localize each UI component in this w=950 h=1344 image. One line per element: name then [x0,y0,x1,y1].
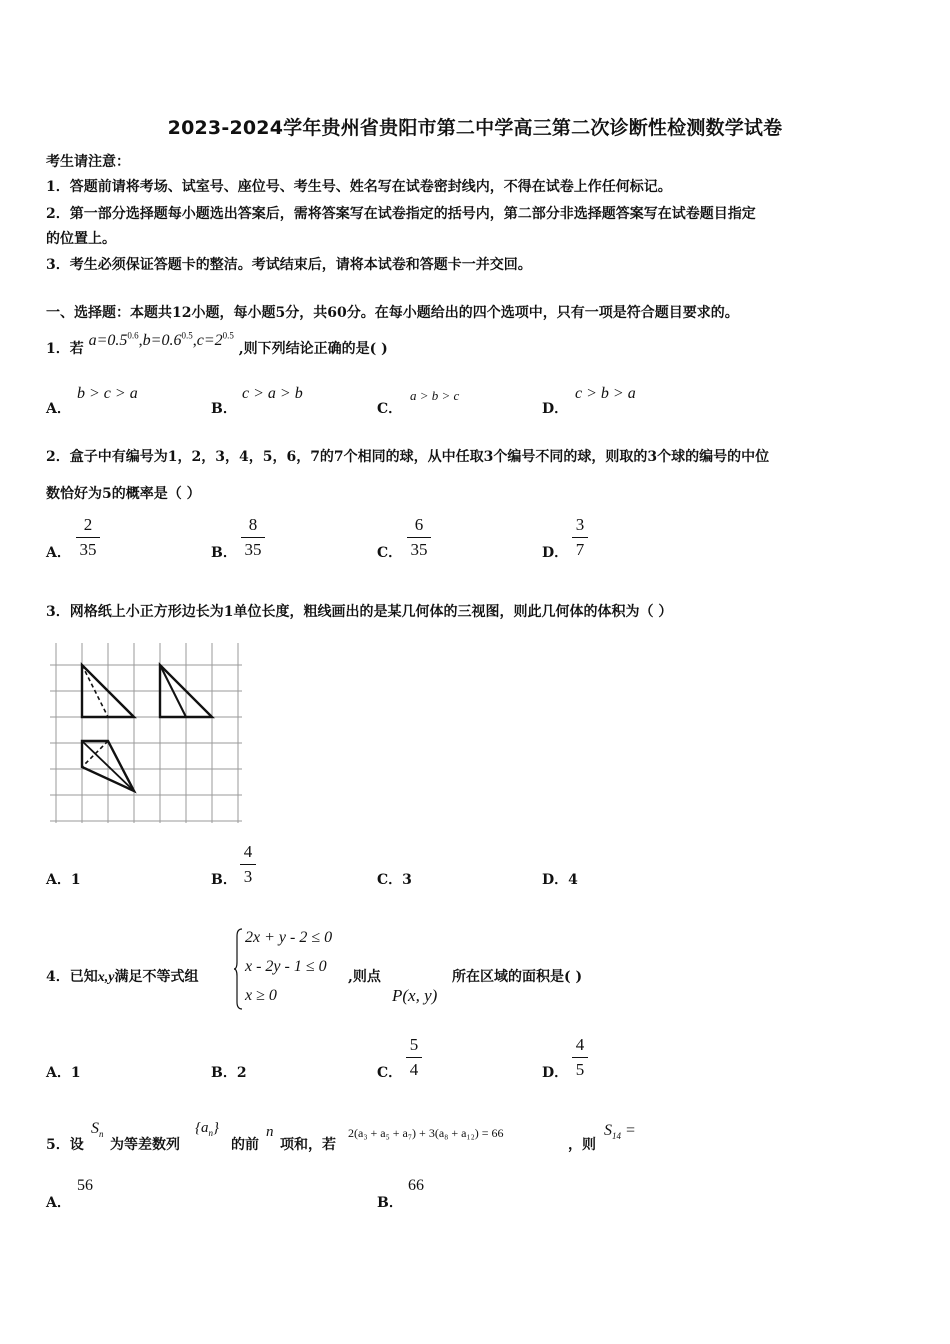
q1-option-b[interactable]: B． [211,401,237,417]
question-4-prefix: 4．已知x,y满足不等式组 [46,969,199,985]
q2-option-c-fraction: 6 35 [407,515,431,560]
q2-option-b[interactable]: B． [211,545,237,561]
notice-item-2-cont: 的位置上。 [46,231,116,247]
question-3: 3．网格纸上小正方形边长为1单位长度，粗线画出的是某几何体的三视图，则此几何体的体积为（ ） [46,604,673,620]
q5-option-a-text: 56 [77,1177,93,1194]
q5-text-5: ，则 [568,1137,596,1153]
question-2-line-2: 数恰好为5的概率是（ ） [46,486,201,502]
q3-option-b[interactable]: B． [211,872,237,888]
q1-option-c[interactable]: C． [377,401,403,417]
inequality-3: x ≥ 0 [245,987,277,1004]
q4-tail: 所在区域的面积是( ) [452,969,583,985]
q5-an: $\{a_n\}$ [195,1120,219,1138]
q5-condition: 2(a₃ + a₅ + a₇) + 3(a₈ + a₁₂) = 66 [348,1126,504,1140]
q2-option-b-fraction: 8 35 [241,515,265,560]
q5-prefix: 5．设 [46,1137,84,1153]
q5-sn: $S_n$ [91,1120,104,1140]
q4-option-c-fraction: 5 4 [406,1035,422,1080]
q4-option-c[interactable]: C． [377,1065,403,1081]
section-heading: 一、选择题：本题共12小题，每小题5分，共60分。在每小题给出的四个选项中，只有一项是符合题目要求的。 [46,305,739,321]
point-p: P(x, y) [392,986,438,1005]
q4-option-d[interactable]: D． [542,1065,569,1081]
q1-tail: ,则下列结论正确的是( ) [238,341,388,357]
q5-option-a[interactable]: A． [46,1195,71,1211]
q1-option-a-text: b > c > a [77,385,138,402]
notice-item-2: 2．第一部分选择题每小题选出答案后，需将答案写在试卷指定的括号内，第二部分非选择题答案写在试卷题目指定 [46,206,756,222]
q5-s14: $S_{14}$ = [604,1122,636,1142]
q1-option-d[interactable]: D． [542,401,569,417]
q2-option-a[interactable]: A． [46,545,71,561]
q1-option-c-text: a > b > c [410,388,460,403]
q2-option-d-fraction: 3 7 [572,515,588,560]
q2-option-c[interactable]: C． [377,545,403,561]
system-brace [233,928,243,1010]
q5-text-4: 项和，若 [280,1137,336,1153]
q3-option-c[interactable]: C．3 [377,872,412,888]
q4-then: ,则点 [348,969,381,985]
q5-text-3: 的前 [231,1137,259,1153]
q5-option-b[interactable]: B． [377,1195,403,1211]
question-2-line-1: 2．盒子中有编号为1，2，3，4，5，6，7的7个相同的球，从中任取3个编号不同的球，则取的3个球的编号的中位 [46,449,770,465]
q1-a-expr: $a=0.5^{0.6},b=0.6^{0.5},c=2^{0.5}$ [88,330,234,349]
notice-item-3: 3．考生必须保证答题卡的整洁。考试结束后，请将本试卷和答题卡一并交回。 [46,257,532,273]
notice-item-1: 1．答题前请将考场、试室号、座位号、考生号、姓名写在试卷密封线内，不得在试卷上作任何标记。 [46,179,672,195]
exam-title: 2023-2024学年贵州省贵阳市第二中学高三第二次诊断性检测数学试卷 [167,117,783,139]
q2-option-d[interactable]: D． [542,545,569,561]
q1-number: 1．若 [46,341,84,357]
q3-option-a[interactable]: A．1 [46,872,81,888]
q3-option-d[interactable]: D．4 [542,872,578,888]
q4-option-b[interactable]: B．2 [211,1065,247,1081]
notice-heading: 考生请注意： [46,154,130,170]
q3-option-b-fraction: 4 3 [240,842,256,887]
q4-option-a[interactable]: A．1 [46,1065,81,1081]
q2-option-a-fraction: 2 35 [76,515,100,560]
q4-option-d-fraction: 4 5 [572,1035,588,1080]
q1-option-a[interactable]: A． [46,401,71,417]
q5-option-b-text: 66 [408,1177,424,1194]
q5-text-2: 为等差数列 [110,1137,180,1153]
grid-lines [50,643,242,823]
q1-option-b-text: c > a > b [242,385,303,402]
q1-option-d-text: c > b > a [575,385,636,402]
q5-n: n [266,1124,274,1140]
inequality-1: 2x + y - 2 ≤ 0 [245,929,333,946]
three-view-figure [50,643,242,823]
question-1 [46,330,388,358]
inequality-2: x - 2y - 1 ≤ 0 [245,958,327,975]
